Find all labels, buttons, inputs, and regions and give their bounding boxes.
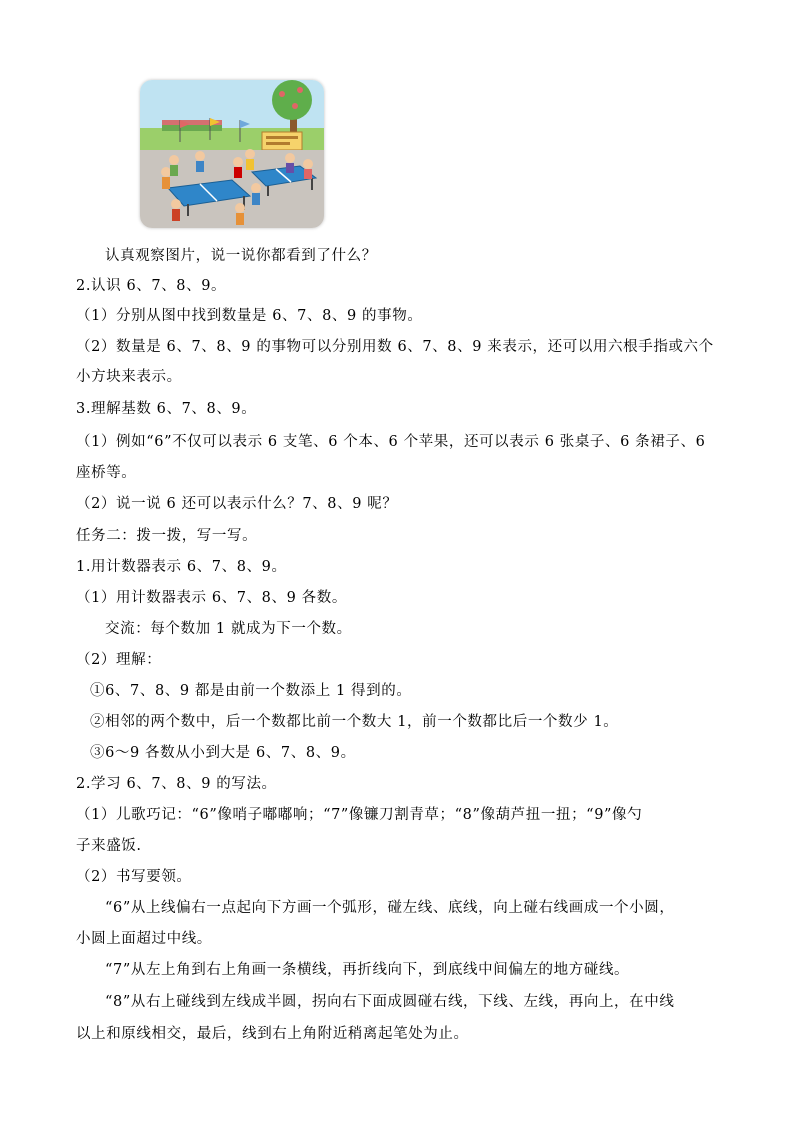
writing-7-instruction: “7”从左上角到右上角画一条横线，再折线向下，到底线中间偏左的地方碰线。 xyxy=(105,962,630,978)
writing-8-instruction-continued: 以上和原线相交，最后，线到右上角附近稍离起笔处为止。 xyxy=(76,1026,469,1042)
section-3-heading: 3.理解基数 6、7、8、9。 xyxy=(76,401,257,417)
understanding-point-3: ③6～9 各数从小到大是 6、7、8、9。 xyxy=(90,745,356,761)
section-2-heading: 2.认识 6、7、8、9。 xyxy=(76,278,227,294)
understanding-point-1: ①6、7、8、9 都是由前一个数添上 1 得到的。 xyxy=(90,683,412,699)
represent-numbers-item: （2）数量是 6、7、8、9 的事物可以分别用数 6、7、8、9 来表示，还可以用六根手指或六个 xyxy=(76,339,714,355)
writing-essentials-heading: （2）书写要领。 xyxy=(76,869,192,885)
understanding-heading: （2）理解： xyxy=(76,652,162,668)
observe-picture-prompt: 认真观察图片，说一说你都看到了什么？ xyxy=(105,248,377,264)
exchange-note: 交流：每个数加 1 就成为下一个数。 xyxy=(105,621,352,637)
ping-pong-playground-illustration xyxy=(140,80,324,228)
counter-section-heading: 1.用计数器表示 6、7、8、9。 xyxy=(76,559,287,575)
cardinal-example-item: （1）例如“6”不仅可以表示 6 支笔、6 个本、6 个苹果，还可以表示 6 张桌子、6 条裙子、6 xyxy=(76,434,706,450)
rhyme-item-continued: 子来盛饭. xyxy=(76,838,142,854)
find-objects-item: （1）分别从图中找到数量是 6、7、8、9 的事物。 xyxy=(76,308,423,324)
rhyme-item: （1）儿歌巧记：“6”像哨子嘟嘟响；“7”像镰刀割青草；“8”像葫芦扭一扭；“9”像勺 xyxy=(76,807,643,823)
represent-numbers-item-continued: 小方块来表示。 xyxy=(76,369,182,385)
writing-6-instruction: “6”从上线偏右一点起向下方画一个弧形，碰左线、底线，向上碰右线画成一个小圆， xyxy=(105,900,675,916)
writing-8-instruction: “8”从右上碰线到左线成半圆，拐向右下面成圆碰右线，下线、左线，再向上，在中线 xyxy=(105,994,675,1010)
counter-item: （1）用计数器表示 6、7、8、9 各数。 xyxy=(76,590,347,606)
writing-section-heading: 2.学习 6、7、8、9 的写法。 xyxy=(76,776,277,792)
cardinal-discussion-item: （2）说一说 6 还可以表示什么？7、8、9 呢？ xyxy=(76,496,398,512)
task-2-heading: 任务二：拨一拨，写一写。 xyxy=(76,528,258,544)
writing-6-instruction-continued: 小圆上面超过中线。 xyxy=(76,931,212,947)
understanding-point-2: ②相邻的两个数中，后一个数都比前一个数大 1，前一个数都比后一个数少 1。 xyxy=(90,714,619,730)
cardinal-example-item-continued: 座桥等。 xyxy=(76,465,137,481)
ping-pong-playground-illustration-art xyxy=(140,80,324,228)
